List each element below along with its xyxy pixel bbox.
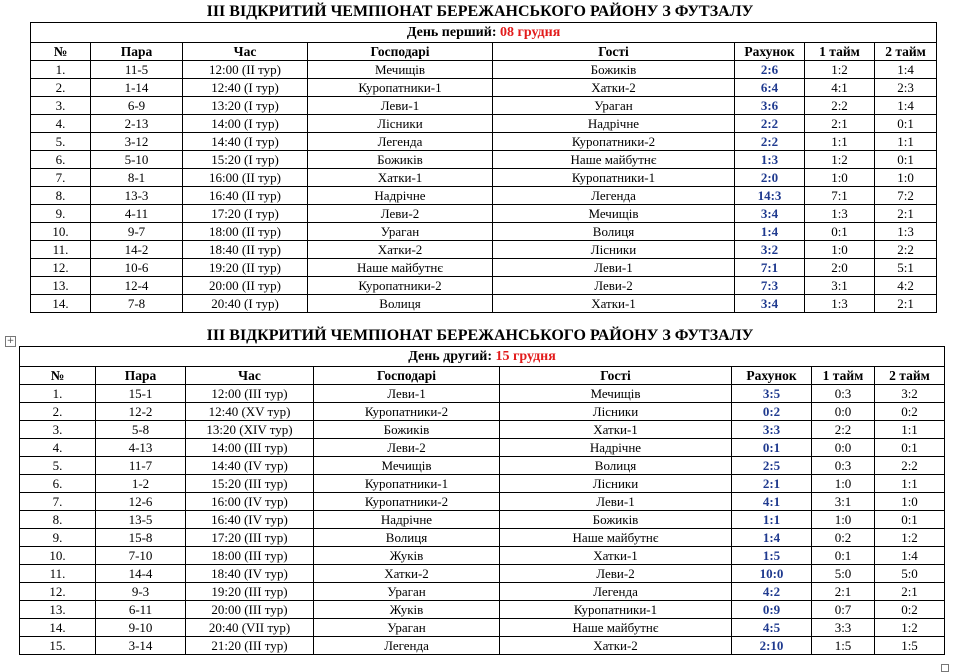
score-cell: 4:5: [732, 619, 812, 637]
pair-cell: 4-13: [96, 439, 186, 457]
score-cell: 2:2: [735, 133, 805, 151]
score-cell: 2:10: [732, 637, 812, 655]
table-row: [31, 205, 937, 223]
header-cell: 2 тайм: [875, 367, 945, 385]
second-half-cell: 1:4: [875, 61, 937, 79]
match-number-cell: 10.: [31, 223, 91, 241]
home-team-cell: Волиця: [308, 295, 493, 313]
pair-cell: 11-7: [96, 457, 186, 475]
score-cell: 0:1: [732, 439, 812, 457]
score-cell: 3:4: [735, 205, 805, 223]
pair-cell: 14-4: [96, 565, 186, 583]
time-cell: 16:00 (IV тур): [186, 493, 314, 511]
day2-day-cell: [20, 347, 945, 367]
table-row: [31, 115, 937, 133]
score-cell: 2:6: [735, 61, 805, 79]
table-row: [31, 295, 937, 313]
first-half-cell: 1:3: [805, 295, 875, 313]
match-number-cell: 4.: [20, 439, 96, 457]
away-team-cell: Наше майбутнє: [500, 619, 732, 637]
home-team-cell: Жуків: [314, 547, 500, 565]
table-row: [31, 277, 937, 295]
home-team-cell: Хатки-2: [314, 565, 500, 583]
score-cell: 4:2: [732, 583, 812, 601]
match-number-cell: 1.: [31, 61, 91, 79]
score-cell: 10:0: [732, 565, 812, 583]
match-number-cell: 10.: [20, 547, 96, 565]
score-cell: 3:5: [732, 385, 812, 403]
away-team-cell: Наше майбутнє: [500, 529, 732, 547]
day1-body: [31, 23, 937, 313]
home-team-cell: Хатки-2: [308, 241, 493, 259]
first-half-cell: 1:0: [812, 475, 875, 493]
home-team-cell: Мечищів: [314, 457, 500, 475]
away-team-cell: Хатки-2: [500, 637, 732, 655]
header-cell: Пара: [96, 367, 186, 385]
time-cell: 14:00 (I тур): [183, 115, 308, 133]
pair-cell: 11-5: [91, 61, 183, 79]
table-row: [31, 79, 937, 97]
pair-cell: 10-6: [91, 259, 183, 277]
match-number-cell: 15.: [20, 637, 96, 655]
first-half-cell: 5:0: [812, 565, 875, 583]
away-team-cell: Хатки-1: [493, 295, 735, 313]
pair-cell: 2-13: [91, 115, 183, 133]
table-row: [20, 601, 945, 619]
match-number-cell: 5.: [20, 457, 96, 475]
pair-cell: 5-10: [91, 151, 183, 169]
first-half-cell: 1:3: [805, 205, 875, 223]
match-number-cell: 9.: [31, 205, 91, 223]
second-half-cell: 0:2: [875, 601, 945, 619]
score-cell: 1:1: [732, 511, 812, 529]
second-half-cell: 1:2: [875, 529, 945, 547]
first-half-cell: 3:1: [805, 277, 875, 295]
time-cell: 20:00 (II тур): [183, 277, 308, 295]
time-cell: 16:40 (II тур): [183, 187, 308, 205]
away-team-cell: Мечищів: [493, 205, 735, 223]
header-cell: Час: [186, 367, 314, 385]
day2-header-row: [20, 367, 945, 385]
home-team-cell: Леви-2: [308, 205, 493, 223]
score-cell: 1:4: [735, 223, 805, 241]
table-row: [31, 187, 937, 205]
table-row: [31, 61, 937, 79]
second-half-cell: 5:1: [875, 259, 937, 277]
home-team-cell: Куропатники-1: [308, 79, 493, 97]
home-team-cell: Божиків: [314, 421, 500, 439]
pair-cell: 3-12: [91, 133, 183, 151]
away-team-cell: Хатки-2: [493, 79, 735, 97]
match-number-cell: 7.: [31, 169, 91, 187]
pair-cell: 3-14: [96, 637, 186, 655]
first-half-cell: 2:1: [812, 583, 875, 601]
pair-cell: 1-2: [96, 475, 186, 493]
score-cell: 2:2: [735, 115, 805, 133]
second-half-cell: 4:2: [875, 277, 937, 295]
home-team-cell: Леви-1: [314, 385, 500, 403]
table-row: [20, 475, 945, 493]
first-half-cell: 0:3: [812, 457, 875, 475]
away-team-cell: Хатки-1: [500, 421, 732, 439]
table-row: [31, 169, 937, 187]
pair-cell: 7-8: [91, 295, 183, 313]
match-number-cell: 4.: [31, 115, 91, 133]
first-half-cell: 1:5: [812, 637, 875, 655]
table-row: [20, 511, 945, 529]
away-team-cell: Леви-1: [500, 493, 732, 511]
match-number-cell: 11.: [20, 565, 96, 583]
time-cell: 15:20 (III тур): [186, 475, 314, 493]
header-cell: Час: [183, 43, 308, 61]
first-half-cell: 2:2: [812, 421, 875, 439]
away-team-cell: Божиків: [500, 511, 732, 529]
day2-body: [20, 347, 945, 655]
match-number-cell: 3.: [31, 97, 91, 115]
day2-title: ІІІ ВІДКРИТИЙ ЧЕМПІОНАТ БЕРЕЖАНСЬКОГО РАЙОНУ З ФУТЗАЛУ: [206, 327, 754, 344]
pair-cell: 9-7: [91, 223, 183, 241]
day-label: День перший:: [406, 25, 500, 40]
table-row: [20, 565, 945, 583]
first-half-cell: 2:2: [805, 97, 875, 115]
score-cell: 7:1: [735, 259, 805, 277]
home-team-cell: Леви-2: [314, 439, 500, 457]
score-cell: 2:1: [732, 475, 812, 493]
second-half-cell: 5:0: [875, 565, 945, 583]
pair-cell: 12-4: [91, 277, 183, 295]
home-team-cell: Куропатники-2: [314, 403, 500, 421]
table-row: [20, 637, 945, 655]
header-cell: Господарі: [308, 43, 493, 61]
home-team-cell: Надрічне: [314, 511, 500, 529]
pair-cell: 14-2: [91, 241, 183, 259]
header-cell: 1 тайм: [812, 367, 875, 385]
second-half-cell: 1:3: [875, 223, 937, 241]
second-half-cell: 1:2: [875, 619, 945, 637]
time-cell: 12:40 (XV тур): [186, 403, 314, 421]
home-team-cell: Жуків: [314, 601, 500, 619]
time-cell: 17:20 (I тур): [183, 205, 308, 223]
away-team-cell: Мечищів: [500, 385, 732, 403]
second-half-cell: 0:2: [875, 403, 945, 421]
second-half-cell: 1:0: [875, 169, 937, 187]
time-cell: 14:40 (I тур): [183, 133, 308, 151]
time-cell: 12:40 (I тур): [183, 79, 308, 97]
pair-cell: 1-14: [91, 79, 183, 97]
match-number-cell: 14.: [20, 619, 96, 637]
time-cell: 18:00 (III тур): [186, 547, 314, 565]
pair-cell: 13-3: [91, 187, 183, 205]
second-half-cell: 0:1: [875, 439, 945, 457]
score-cell: 3:4: [735, 295, 805, 313]
time-cell: 20:40 (VII тур): [186, 619, 314, 637]
match-number-cell: 8.: [20, 511, 96, 529]
score-cell: 1:5: [732, 547, 812, 565]
score-cell: 2:0: [735, 169, 805, 187]
first-half-cell: 0:1: [812, 547, 875, 565]
second-half-cell: 1:1: [875, 133, 937, 151]
header-cell: Рахунок: [735, 43, 805, 61]
score-cell: 2:5: [732, 457, 812, 475]
header-cell: №: [31, 43, 91, 61]
score-cell: 1:3: [735, 151, 805, 169]
away-team-cell: Леви-2: [493, 277, 735, 295]
away-team-cell: Куропатники-1: [493, 169, 735, 187]
day-label: День другий:: [408, 349, 496, 364]
table-row: [20, 583, 945, 601]
away-team-cell: Леви-1: [493, 259, 735, 277]
second-half-cell: 1:4: [875, 547, 945, 565]
time-cell: 19:20 (III тур): [186, 583, 314, 601]
home-team-cell: Божиків: [308, 151, 493, 169]
second-half-cell: 2:1: [875, 205, 937, 223]
time-cell: 15:20 (I тур): [183, 151, 308, 169]
home-team-cell: Мечищів: [308, 61, 493, 79]
second-half-cell: 0:1: [875, 511, 945, 529]
home-team-cell: Ураган: [308, 223, 493, 241]
table-row: [31, 259, 937, 277]
score-cell: 3:2: [735, 241, 805, 259]
day1-day-cell: [31, 23, 937, 43]
day-date: 08 грудня: [499, 25, 561, 40]
away-team-cell: Куропатники-1: [500, 601, 732, 619]
away-team-cell: Легенда: [493, 187, 735, 205]
first-half-cell: 0:3: [812, 385, 875, 403]
first-half-cell: 1:2: [805, 151, 875, 169]
away-team-cell: Лісники: [493, 241, 735, 259]
second-half-cell: 1:4: [875, 97, 937, 115]
score-cell: 1:4: [732, 529, 812, 547]
day-date: 15 грудня: [495, 349, 556, 364]
day2-day-row: [20, 347, 945, 367]
match-number-cell: 12.: [31, 259, 91, 277]
home-team-cell: Леви-1: [308, 97, 493, 115]
first-half-cell: 2:0: [805, 259, 875, 277]
header-cell: 2 тайм: [875, 43, 937, 61]
away-team-cell: Леви-2: [500, 565, 732, 583]
home-team-cell: Куропатники-1: [314, 475, 500, 493]
time-cell: 21:20 (III тур): [186, 637, 314, 655]
second-half-cell: 0:1: [875, 115, 937, 133]
match-number-cell: 13.: [20, 601, 96, 619]
first-half-cell: 2:1: [805, 115, 875, 133]
first-half-cell: 0:1: [805, 223, 875, 241]
pair-cell: 5-8: [96, 421, 186, 439]
home-team-cell: Волиця: [314, 529, 500, 547]
pair-cell: 9-10: [96, 619, 186, 637]
pair-cell: 7-10: [96, 547, 186, 565]
time-cell: 12:00 (III тур): [186, 385, 314, 403]
away-team-cell: Ураган: [493, 97, 735, 115]
match-number-cell: 11.: [31, 241, 91, 259]
match-number-cell: 2.: [20, 403, 96, 421]
match-number-cell: 2.: [31, 79, 91, 97]
home-team-cell: Надрічне: [308, 187, 493, 205]
away-team-cell: Наше майбутнє: [493, 151, 735, 169]
match-number-cell: 1.: [20, 385, 96, 403]
match-number-cell: 14.: [31, 295, 91, 313]
second-half-cell: 0:1: [875, 151, 937, 169]
header-cell: Гості: [500, 367, 732, 385]
first-half-cell: 0:0: [812, 403, 875, 421]
score-cell: 7:3: [735, 277, 805, 295]
match-number-cell: 5.: [31, 133, 91, 151]
first-half-cell: 1:2: [805, 61, 875, 79]
time-cell: 14:40 (IV тур): [186, 457, 314, 475]
pair-cell: 13-5: [96, 511, 186, 529]
time-cell: 16:00 (II тур): [183, 169, 308, 187]
header-cell: Гості: [493, 43, 735, 61]
home-team-cell: Хатки-1: [308, 169, 493, 187]
day1-table: [30, 22, 937, 313]
first-half-cell: 1:0: [805, 169, 875, 187]
time-cell: 18:40 (IV тур): [186, 565, 314, 583]
match-number-cell: 7.: [20, 493, 96, 511]
table-row: [20, 439, 945, 457]
day1-title: ІІІ ВІДКРИТИЙ ЧЕМПІОНАТ БЕРЕЖАНСЬКОГО РАЙОНУ З ФУТЗАЛУ: [206, 3, 754, 20]
first-half-cell: 7:1: [805, 187, 875, 205]
table-row: [20, 403, 945, 421]
score-cell: 6:4: [735, 79, 805, 97]
time-cell: 20:40 (I тур): [183, 295, 308, 313]
home-team-cell: Куропатники-2: [314, 493, 500, 511]
day1-day-row: [31, 23, 937, 43]
time-cell: 12:00 (II тур): [183, 61, 308, 79]
home-team-cell: Ураган: [314, 583, 500, 601]
second-half-cell: 2:1: [875, 295, 937, 313]
match-number-cell: 3.: [20, 421, 96, 439]
away-team-cell: Лісники: [500, 403, 732, 421]
second-half-cell: 7:2: [875, 187, 937, 205]
header-cell: Господарі: [314, 367, 500, 385]
table-row: [31, 97, 937, 115]
table-row: [20, 493, 945, 511]
table-row: [20, 529, 945, 547]
table-row: [20, 457, 945, 475]
second-half-cell: 1:0: [875, 493, 945, 511]
time-cell: 16:40 (IV тур): [186, 511, 314, 529]
table-row: [20, 421, 945, 439]
header-cell: Пара: [91, 43, 183, 61]
header-cell: Рахунок: [732, 367, 812, 385]
away-team-cell: Надрічне: [500, 439, 732, 457]
table-row: [31, 133, 937, 151]
time-cell: 20:00 (III тур): [186, 601, 314, 619]
match-number-cell: 9.: [20, 529, 96, 547]
table-row: [31, 151, 937, 169]
time-cell: 13:20 (XIV тур): [186, 421, 314, 439]
pair-cell: 12-6: [96, 493, 186, 511]
table-row: [31, 223, 937, 241]
score-cell: 0:9: [732, 601, 812, 619]
first-half-cell: 0:7: [812, 601, 875, 619]
away-team-cell: Лісники: [500, 475, 732, 493]
time-cell: 18:40 (II тур): [183, 241, 308, 259]
score-cell: 3:6: [735, 97, 805, 115]
score-cell: 0:2: [732, 403, 812, 421]
time-cell: 13:20 (I тур): [183, 97, 308, 115]
time-cell: 18:00 (II тур): [183, 223, 308, 241]
second-half-cell: 1:5: [875, 637, 945, 655]
match-number-cell: 12.: [20, 583, 96, 601]
away-team-cell: Надрічне: [493, 115, 735, 133]
pair-cell: 12-2: [96, 403, 186, 421]
away-team-cell: Божиків: [493, 61, 735, 79]
pair-cell: 15-8: [96, 529, 186, 547]
home-team-cell: Легенда: [308, 133, 493, 151]
header-cell: 1 тайм: [805, 43, 875, 61]
score-cell: 4:1: [732, 493, 812, 511]
day1-header-row: [31, 43, 937, 61]
table-row: [20, 619, 945, 637]
second-half-cell: 1:1: [875, 421, 945, 439]
second-half-cell: 2:1: [875, 583, 945, 601]
second-half-cell: 2:3: [875, 79, 937, 97]
pair-cell: 6-11: [96, 601, 186, 619]
table-row: [20, 547, 945, 565]
header-cell: №: [20, 367, 96, 385]
pair-cell: 9-3: [96, 583, 186, 601]
table-move-icon[interactable]: +: [6, 336, 15, 346]
pair-cell: 15-1: [96, 385, 186, 403]
match-number-cell: 6.: [31, 151, 91, 169]
first-half-cell: 1:0: [812, 511, 875, 529]
away-team-cell: Волиця: [500, 457, 732, 475]
score-cell: 3:3: [732, 421, 812, 439]
home-team-cell: Куропатники-2: [308, 277, 493, 295]
second-half-cell: 3:2: [875, 385, 945, 403]
away-team-cell: Куропатники-2: [493, 133, 735, 151]
pair-cell: 6-9: [91, 97, 183, 115]
away-team-cell: Легенда: [500, 583, 732, 601]
first-half-cell: 3:3: [812, 619, 875, 637]
first-half-cell: 1:1: [805, 133, 875, 151]
pair-cell: 4-11: [91, 205, 183, 223]
first-half-cell: 1:0: [805, 241, 875, 259]
first-half-cell: 0:0: [812, 439, 875, 457]
second-half-cell: 1:1: [875, 475, 945, 493]
away-team-cell: Волиця: [493, 223, 735, 241]
first-half-cell: 3:1: [812, 493, 875, 511]
match-number-cell: 13.: [31, 277, 91, 295]
table-row: [31, 241, 937, 259]
score-cell: 14:3: [735, 187, 805, 205]
home-team-cell: Легенда: [314, 637, 500, 655]
day2-table: [19, 346, 945, 655]
time-cell: 14:00 (III тур): [186, 439, 314, 457]
table-row: [20, 385, 945, 403]
first-half-cell: 4:1: [805, 79, 875, 97]
home-team-cell: Наше майбутнє: [308, 259, 493, 277]
pair-cell: 8-1: [91, 169, 183, 187]
away-team-cell: Хатки-1: [500, 547, 732, 565]
time-cell: 19:20 (II тур): [183, 259, 308, 277]
match-number-cell: 6.: [20, 475, 96, 493]
second-half-cell: 2:2: [875, 241, 937, 259]
home-team-cell: Ураган: [314, 619, 500, 637]
first-half-cell: 0:2: [812, 529, 875, 547]
match-number-cell: 8.: [31, 187, 91, 205]
second-half-cell: 2:2: [875, 457, 945, 475]
time-cell: 17:20 (III тур): [186, 529, 314, 547]
home-team-cell: Лісники: [308, 115, 493, 133]
